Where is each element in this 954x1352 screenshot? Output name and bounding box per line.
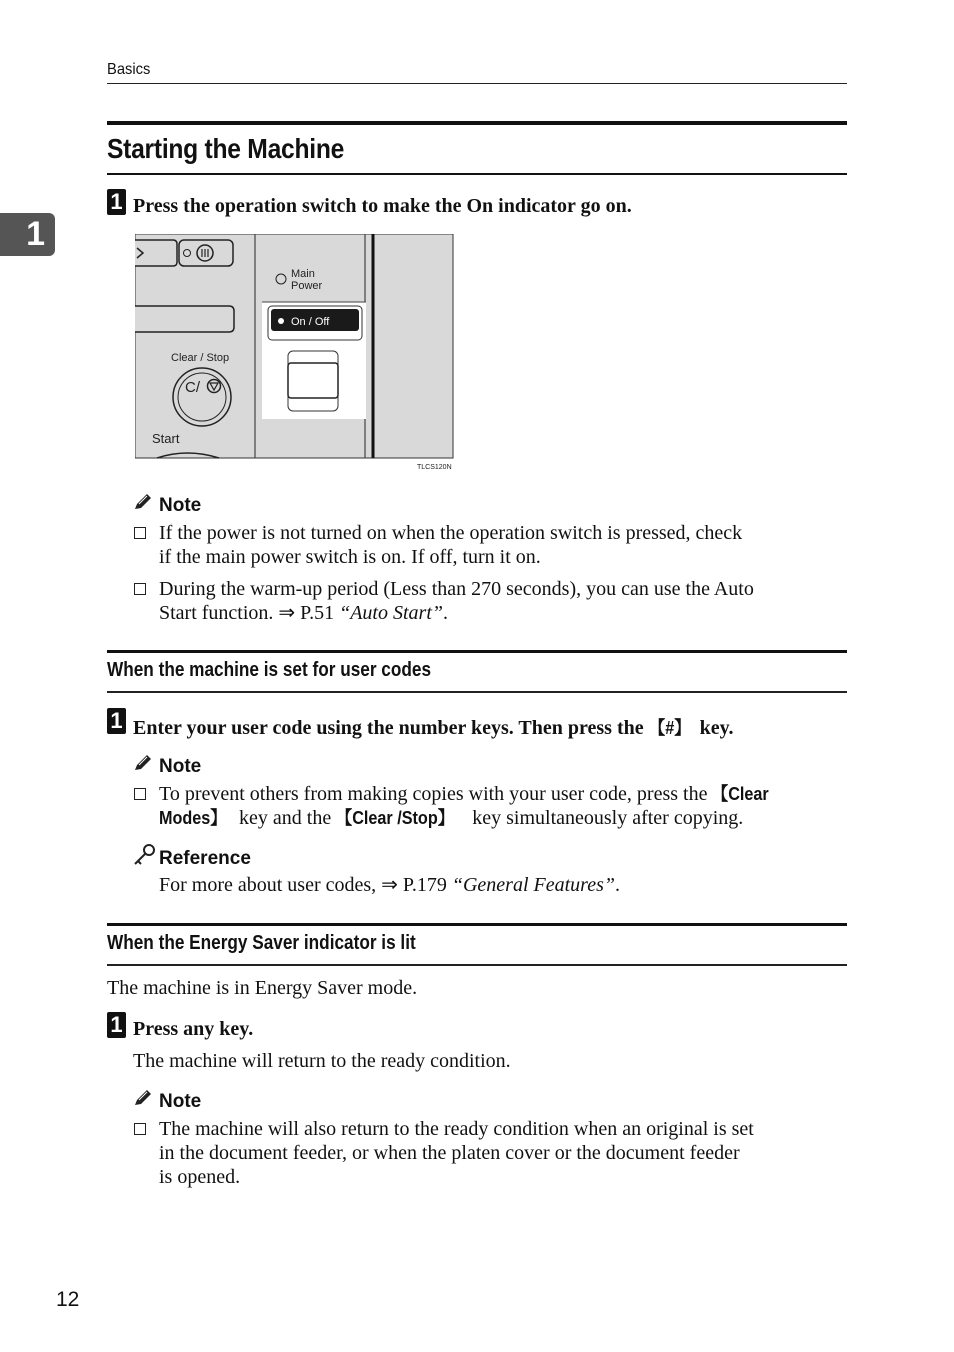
pencil-icon — [133, 492, 153, 512]
svg-text:Clear / Stop: Clear / Stop — [171, 352, 230, 364]
header-rule — [107, 83, 847, 84]
note-heading: Note — [159, 756, 202, 777]
checkbox-bullet — [134, 1123, 146, 1135]
section-bottom-rule — [107, 691, 847, 693]
note-item: If the power is not turned on when the operation switch is pressed, check if the main power switch is on. If off, turn it on. — [159, 522, 743, 568]
chapter-tab: 1 — [0, 213, 55, 256]
reference-heading: Reference — [159, 848, 251, 869]
control-panel-figure — [135, 234, 455, 472]
note-heading: Note — [159, 495, 202, 516]
note-item: During the warm-up period (Less than 270 seconds), you can use the Auto Start function. ⇒ P.51 “Auto Start”. — [159, 578, 754, 624]
step-text: Press any key. — [133, 1018, 254, 1040]
step-text: Press the operation switch to make the On indicator go on. — [133, 195, 632, 217]
step-text: Enter your user code using the number keys. Then press the 【#】 key. — [133, 717, 734, 739]
note-item: The machine will also return to the ready condition when an original is set in the document feeder, or when the platen cover or the document feeder is opened. — [159, 1118, 754, 1188]
section-top-rule — [107, 923, 847, 926]
control-panel-illustration — [135, 234, 455, 472]
svg-text:C/: C/ — [185, 379, 200, 396]
section-intro: The machine is in Energy Saver mode. — [107, 977, 418, 999]
checkbox-bullet — [134, 527, 146, 539]
svg-text:Main: Main — [291, 268, 315, 280]
running-head: Basics — [107, 61, 151, 78]
title-top-rule — [107, 121, 847, 125]
pencil-icon — [133, 753, 153, 773]
checkbox-bullet — [134, 583, 146, 595]
checkbox-bullet — [134, 788, 146, 800]
step-number: 1 — [107, 708, 126, 734]
pencil-icon — [133, 1088, 153, 1108]
svg-text:TLCS120N: TLCS120N — [417, 464, 452, 471]
reference-text: For more about user codes, ⇒ P.179 “General Features”. — [159, 874, 620, 896]
note-item: To prevent others from making copies with your user code, press the 【Clear Modes】 key and the 【Clear /Stop】 key simultaneously after copying. — [159, 783, 770, 829]
svg-text:Power: Power — [291, 280, 323, 292]
note-heading: Note — [159, 1091, 202, 1112]
page-number: 12 — [56, 1288, 80, 1311]
step-number: 1 — [107, 1012, 126, 1038]
step-number: 1 — [107, 189, 126, 215]
key-reference-icon — [133, 843, 157, 865]
section-bottom-rule — [107, 964, 847, 966]
step-result: The machine will return to the ready condition. — [133, 1050, 511, 1072]
section-heading: When the machine is set for user codes — [107, 659, 432, 681]
section-heading: When the Energy Saver indicator is lit — [107, 932, 416, 954]
svg-text:Start: Start — [152, 431, 180, 446]
page-title: Starting the Machine — [107, 133, 345, 164]
svg-text:On / Off: On / Off — [291, 316, 330, 328]
section-top-rule — [107, 650, 847, 653]
title-bottom-rule — [107, 173, 847, 175]
